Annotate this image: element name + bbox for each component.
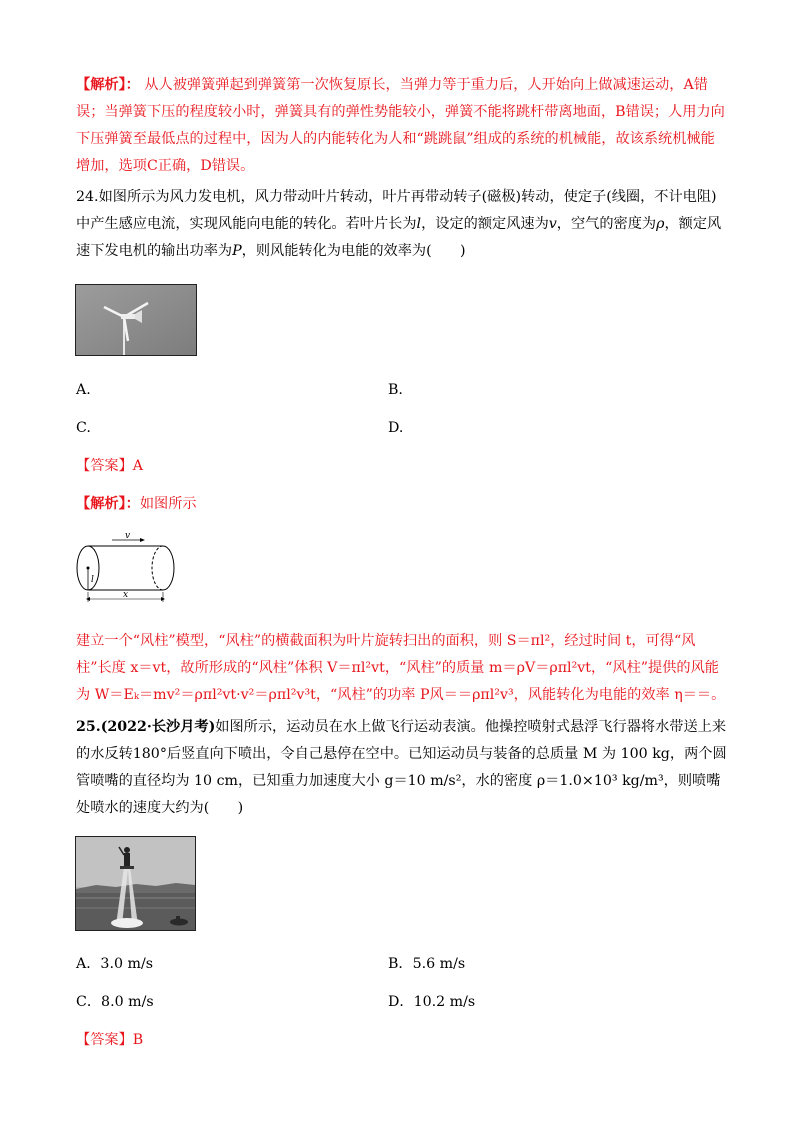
var-v: v [548,216,557,232]
q25-option-b: B．5.6 m/s [388,956,466,972]
q24-stem-part: ，设定的额定风速为 [421,216,549,232]
q24-stem-part: ，额定风速下发电机的输出功率为 [76,216,722,259]
q25-source: (2022·长沙月考) [100,719,216,735]
q24-stem [76,184,728,265]
wind-turbine-photo [75,284,197,356]
q25-option-d: D．10.2 m/s [388,994,476,1010]
q24-answer: 【答案】A [76,458,143,474]
q24-analysis [76,494,197,514]
q24-stem-part: 24.如图所示为风力发电机，风力带动叶片转动，叶片再带动转子(磁极)转动，使定子(线圈，不计电阻)中产生感应电流，实现风能向电能的转化。若叶片长为 [76,189,717,232]
diagram-x-label: x [123,590,129,600]
var-P: P [232,243,242,259]
flyboard-photo [75,836,196,931]
analysis-label: 【解析】： [76,496,140,512]
q25-option-a: A．3.0 m/s [76,956,154,972]
analysis-label: 【解析】： [76,77,140,93]
var-rho: ρ [656,216,665,232]
q24-option-b: B. [388,382,403,398]
q24-stem-part: ，则风能转化为电能的效率为( ) [241,243,466,259]
prev-analysis [76,72,728,180]
q25-stem [76,714,728,822]
q24-option-c: C. [76,420,91,436]
diagram-v-label: v [125,531,131,541]
var-l: l [416,216,422,232]
analysis-text: 从人被弹簧弹起到弹簧第一次恢复原长，当弹力等于重力后，人开始向上做减速运动，A错误；当弹簧下压的程度较小时，弹簧具有的弹性势能较小，弹簧不能将跳杆带离地面，B错误；人用力向下压弹簧至最低点的过程中，因为人的内能转化为人和“跳跳鼠”组成的系统的机械能，故该系统机械能增加，选项C正确，D错误。 [76,77,725,174]
q25-number: 25. [76,719,101,735]
q25-answer: 【答案】B [76,1032,144,1048]
q24-explanation: 建立一个“风柱”模型，“风柱”的横截面积为叶片旋转扫出的面积，则 S＝πl²，经过时间 t，可得“风柱”长度 x＝vt，故所形成的“风柱”体积 V＝πl²vt，“风柱”的质量 m＝ρV＝ρπl²vt，“风柱”提供的风能为 W＝Eₖ＝mv²＝ρπl²vt·v²＝ρπl²v³t，“风柱”的功率 P风＝＝ρπl²v³，风能转化为电能的效率 η＝＝。 [76,633,726,703]
q24-option-d: D. [388,420,404,436]
diagram-l-label: l [91,575,94,585]
q24-stem-part: ，空气的密度为 [556,216,657,232]
q25-stem-text: 如图所示，运动员在水上做飞行运动表演。他操控喷射式悬浮飞行器将水带送上来的水反转180°后竖直向下喷出，令自己悬停在空中。已知运动员与装备的总质量 M 为 100 kg，两个圆管喷嘴的直径均为 10 cm，已知重力加速度大小 g＝10 m/s²，水的密度 ρ＝1.0×10³ kg/m³，则喷嘴处喷水的速度大约为( ) [76,719,727,816]
q25-option-c: C．8.0 m/s [76,994,154,1010]
q24-option-a: A. [76,382,91,398]
analysis-text: 如图所示 [139,496,197,512]
wind-column-diagram [72,530,182,608]
